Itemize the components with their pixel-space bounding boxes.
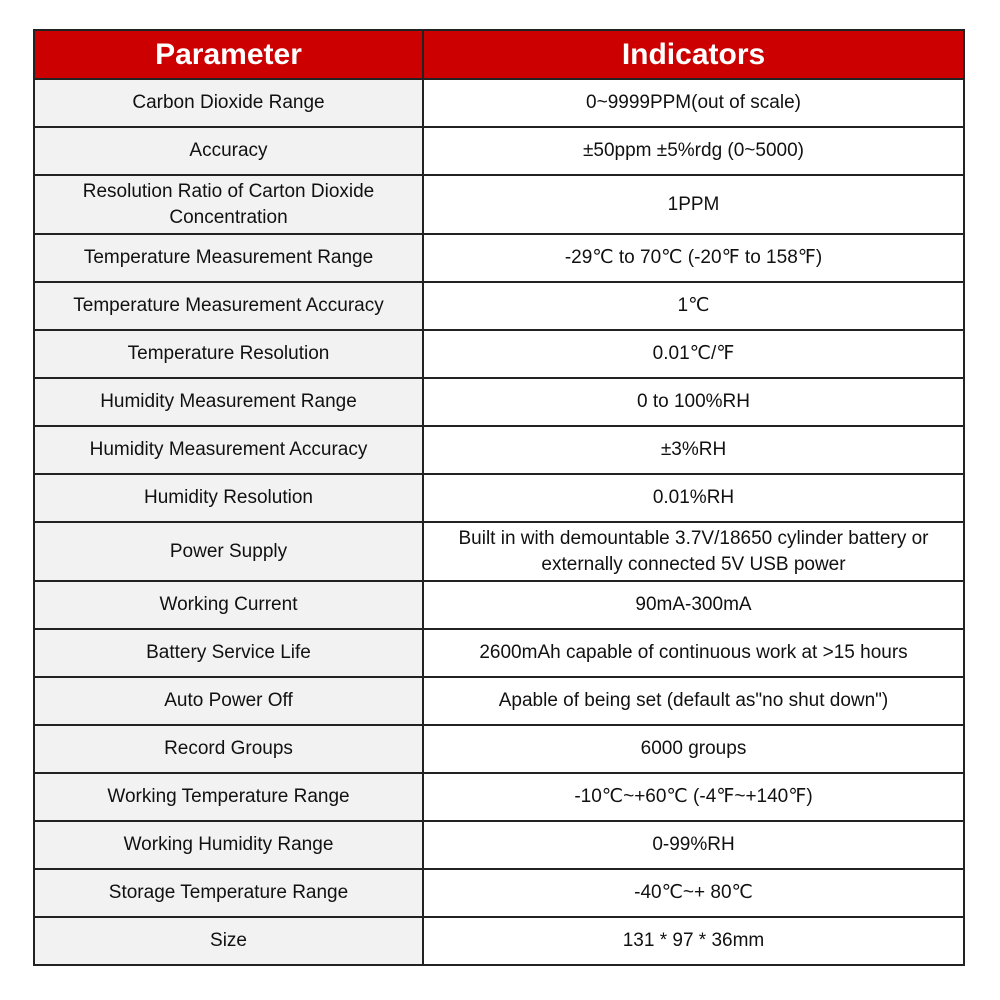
table-row: [34, 821, 964, 869]
table-header-row: [34, 30, 964, 79]
table-row: [34, 426, 964, 474]
table-row: [34, 474, 964, 522]
indicator-cell: ±50ppm ±5%rdg (0~5000): [423, 127, 964, 175]
parameter-cell: Accuracy: [34, 127, 423, 175]
table-row: [34, 725, 964, 773]
parameter-cell: Auto Power Off: [34, 677, 423, 725]
table-row: [34, 773, 964, 821]
parameter-cell: Storage Temperature Range: [34, 869, 423, 917]
table-row: [34, 234, 964, 282]
parameter-cell: Resolution Ratio of Carton Dioxide Concentration: [34, 175, 423, 234]
table-row: [34, 175, 964, 234]
parameter-cell: Working Humidity Range: [34, 821, 423, 869]
table-row: [34, 127, 964, 175]
indicator-cell: 90mA-300mA: [423, 581, 964, 629]
parameter-cell: Humidity Measurement Accuracy: [34, 426, 423, 474]
indicator-cell: 0.01℃/℉: [423, 330, 964, 378]
indicator-cell: 131 * 97 * 36mm: [423, 917, 964, 965]
parameter-cell: Carbon Dioxide Range: [34, 79, 423, 127]
table-row: [34, 677, 964, 725]
indicator-cell: 6000 groups: [423, 725, 964, 773]
parameter-column-header: Parameter: [34, 30, 423, 79]
parameter-cell: Humidity Measurement Range: [34, 378, 423, 426]
indicator-cell: ±3%RH: [423, 426, 964, 474]
table-row: [34, 917, 964, 965]
indicator-cell: 1℃: [423, 282, 964, 330]
parameter-cell: Battery Service Life: [34, 629, 423, 677]
indicator-cell: 0 to 100%RH: [423, 378, 964, 426]
parameter-cell: Power Supply: [34, 522, 423, 581]
parameter-cell: Size: [34, 917, 423, 965]
indicator-cell: 0-99%RH: [423, 821, 964, 869]
indicator-cell: -40℃~+ 80℃: [423, 869, 964, 917]
table-row: [34, 282, 964, 330]
indicator-cell: -10℃~+60℃ (-4℉~+140℉): [423, 773, 964, 821]
parameter-cell: Temperature Resolution: [34, 330, 423, 378]
indicator-cell: -29℃ to 70℃ (-20℉ to 158℉): [423, 234, 964, 282]
indicators-column-header: Indicators: [423, 30, 964, 79]
indicator-cell: 0.01%RH: [423, 474, 964, 522]
parameter-cell: Humidity Resolution: [34, 474, 423, 522]
table-row: [34, 378, 964, 426]
table-row: [34, 330, 964, 378]
table-row: [34, 79, 964, 127]
specification-table: [33, 29, 965, 966]
indicator-cell: Apable of being set (default as"no shut down"): [423, 677, 964, 725]
parameter-cell: Record Groups: [34, 725, 423, 773]
indicator-cell: 0~9999PPM(out of scale): [423, 79, 964, 127]
parameter-cell: Temperature Measurement Accuracy: [34, 282, 423, 330]
indicator-cell: Built in with demountable 3.7V/18650 cylinder battery or externally connected 5V USB power: [423, 522, 964, 581]
indicator-cell: 2600mAh capable of continuous work at >15 hours: [423, 629, 964, 677]
table-row: [34, 629, 964, 677]
parameter-cell: Working Temperature Range: [34, 773, 423, 821]
indicator-cell: 1PPM: [423, 175, 964, 234]
table-row: [34, 869, 964, 917]
table-row: [34, 581, 964, 629]
parameter-cell: Temperature Measurement Range: [34, 234, 423, 282]
table-row: [34, 522, 964, 581]
parameter-cell: Working Current: [34, 581, 423, 629]
